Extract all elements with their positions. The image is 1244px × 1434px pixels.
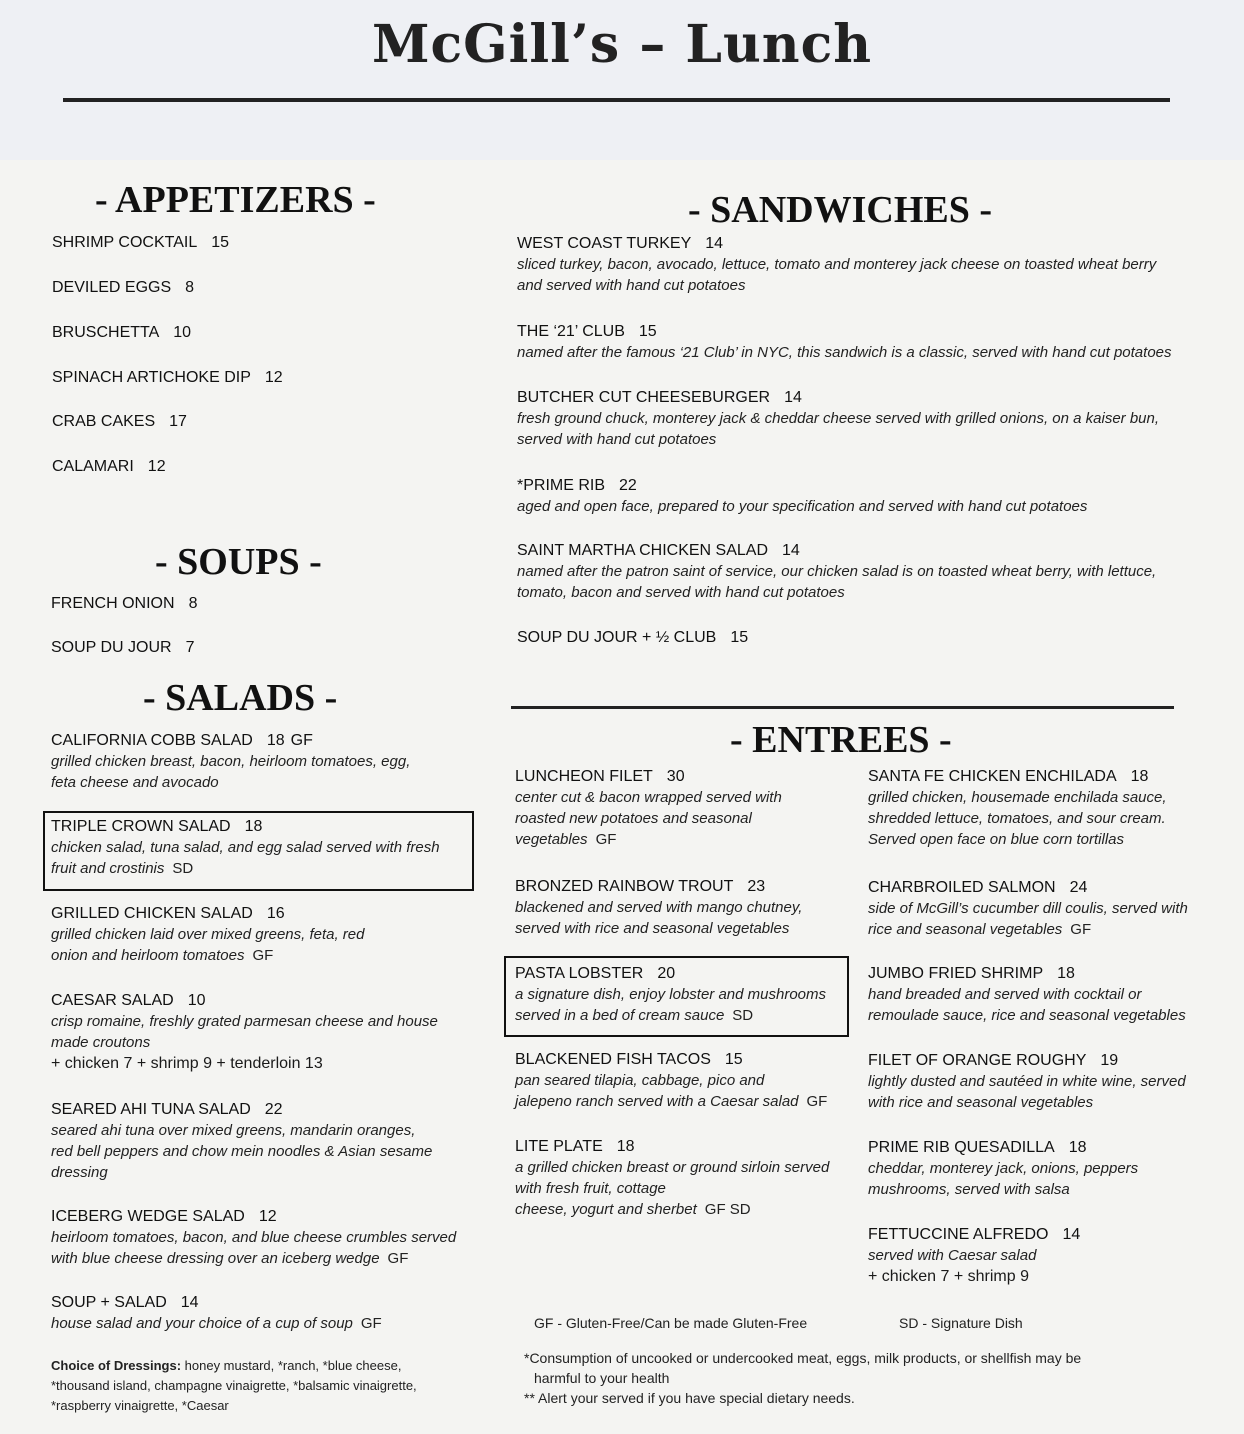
item-name: SHRIMP COCKTAIL [52,234,198,251]
item-name: FILET OF ORANGE ROUGHY [868,1052,1087,1069]
description-line: feta cheese and avocado [51,774,219,791]
item-description [517,561,1217,603]
description-line: cheddar, monterey jack, onions, peppers [868,1160,1139,1177]
item-price: 14 [180,1294,199,1311]
item-name-line [51,1100,481,1120]
description-line: with rice and seasonal vegetables [868,1094,1094,1111]
item-description [515,984,855,1026]
item-name: SOUP DU JOUR + ½ CLUB [517,629,717,646]
menu-item [51,1207,481,1269]
item-price: 14 [784,389,802,406]
description-line: served with hand cut potatoes [517,431,717,448]
item-price: 14 [705,235,724,252]
item-name-line [517,476,1217,496]
menu-item [51,731,481,793]
item-description [517,254,1217,296]
item-addons: + chicken 7 + shrimp 9 + tenderloin 13 [51,1055,323,1072]
description-line: served with Caesar salad [868,1247,1037,1264]
item-name-line [51,731,481,751]
item-name: LITE PLATE [515,1138,603,1155]
item-name: BLACKENED FISH TACOS [515,1051,711,1068]
dietary-tag: GF [1070,921,1092,938]
item-addons: + chicken 7 + shrimp 9 [868,1268,1029,1285]
item-name-line [517,541,1217,561]
description-line: cheese, yogurt and sherbet [515,1201,697,1218]
item-name-line [52,457,166,477]
description-line: named after the famous ‘21 Club’ in NYC, this sandwich is a classic, served with hand cut potatoes [517,344,1172,361]
description-line: center cut & bacon wrapped served with [515,789,782,806]
description-line: vegetables [515,831,588,848]
description-line: with fresh fruit, cottage [515,1180,666,1197]
dressings-line: *raspberry vinaigrette, *Caesar [51,1398,229,1413]
page-title: McGill’s – Lunch [371,14,873,75]
description-line: lightly dusted and sautéed in white wine, served [868,1073,1186,1090]
item-price: 12 [147,458,166,475]
item-name-line [52,323,191,343]
item-description [868,1071,1218,1113]
item-name: THE ‘21’ CLUB [517,323,625,340]
menu-item [868,1225,1218,1288]
menu-item [515,877,855,939]
menu-item [868,767,1218,850]
item-name-line [515,1137,855,1157]
item-price: 12 [264,369,283,386]
dietary-tag: GF [360,1315,382,1332]
item-price: 18 [244,818,263,835]
item-price: 18 [266,732,285,749]
item-name: SOUP + SALAD [51,1294,167,1311]
item-name-line [51,991,481,1011]
entrees-rule [511,706,1174,709]
item-name: SEARED AHI TUNA SALAD [51,1101,251,1118]
title-rule [63,98,1170,102]
menu-item [868,964,1218,1026]
item-price: 8 [188,595,198,612]
section-heading-salads: - SALADS - [143,677,338,719]
item-price: 12 [258,1208,277,1225]
description-line: a signature dish, enjoy lobster and mushrooms [515,986,827,1003]
menu-item [517,541,1217,603]
description-line: with blue cheese dressing over an iceberg wedge [51,1250,380,1267]
item-name: WEST COAST TURKEY [517,235,692,252]
item-price: 15 [211,234,230,251]
item-price: 16 [266,905,285,922]
menu-item [868,1138,1218,1200]
dietary-tag: SD [732,1007,754,1024]
item-description [868,1245,1218,1266]
item-name-line [51,1207,481,1227]
item-name: BUTCHER CUT CHEESEBURGER [517,389,771,406]
menu-item [515,1137,855,1220]
dressings-line: *thousand island, champagne vinaigrette, *balsamic vinaigrette, [51,1378,417,1393]
menu-item [517,388,1217,450]
item-description [868,984,1218,1026]
description-line: fruit and crostinis [51,860,165,877]
description-line: chicken salad, tuna salad, and egg salad served with fresh [51,839,440,856]
item-description [515,1157,855,1220]
dietary-tag: GF SD [704,1201,751,1218]
item-price: 24 [1069,879,1088,896]
description-line: served with rice and seasonal vegetables [515,920,790,937]
description-line: fresh ground chuck, monterey jack & cheddar cheese served with grilled onions, on a kaiser bun, [517,410,1160,427]
item-price: 22 [619,477,637,494]
note-line: harmful to your health [534,1370,670,1386]
item-name-line [868,964,1218,984]
item-description [517,342,1217,363]
description-line: served in a bed of cream sauce [515,1007,725,1024]
item-price: 18 [1130,768,1149,785]
dietary-tag: GF [290,732,313,749]
menu-item [51,594,197,614]
item-price: 18 [1057,965,1075,982]
description-line: side of McGill’s cucumber dill coulis, served with [868,900,1188,917]
item-price: 7 [185,639,195,656]
description-line: grilled chicken, housemade enchilada sauce, [868,789,1167,806]
item-name: CRAB CAKES [52,413,156,430]
item-description [515,787,855,850]
item-name: CHARBROILED SALMON [868,879,1056,896]
item-description [868,898,1218,940]
note-line: ** Alert your served if you have special dietary needs. [524,1390,855,1406]
dietary-tag: GF [252,947,274,964]
item-price: 14 [782,542,800,559]
item-name: *PRIME RIB [517,477,606,494]
item-name: PASTA LOBSTER [515,965,644,982]
item-name-line [52,412,187,432]
item-description [868,787,1218,850]
item-name-line [868,1051,1218,1071]
description-line: a grilled chicken breast or ground sirloin served [515,1159,830,1176]
item-description [51,837,481,879]
item-price: 18 [616,1138,635,1155]
item-name: SOUP DU JOUR [51,639,172,656]
dressings-line: honey mustard, *ranch, *blue cheese, [181,1358,402,1373]
item-price: 8 [185,279,195,296]
item-name: CALAMARI [52,458,134,475]
item-name-line [51,817,481,837]
description-line: crisp romaine, freshly grated parmesan cheese and house [51,1013,438,1030]
description-line: onion and heirloom tomatoes [51,947,245,964]
item-price: 22 [264,1101,283,1118]
dressings-label: Choice of Dressings: [51,1358,182,1373]
item-description [51,924,481,966]
item-price: 23 [747,878,766,895]
note-line: *Consumption of uncooked or undercooked meat, eggs, milk products, or shellfish may be [524,1350,1082,1366]
item-price: 30 [666,768,685,785]
item-description [868,1158,1218,1200]
description-line: remoulade sauce, rice and seasonal vegetables [868,1007,1186,1024]
menu-item [51,638,195,658]
item-description [51,1011,481,1053]
item-name-line [868,1225,1218,1245]
menu-item [868,1051,1218,1113]
item-description [515,897,855,939]
item-price: 10 [173,324,192,341]
item-name-line [515,767,855,787]
item-name-line [517,628,1217,648]
item-name: CAESAR SALAD [51,992,174,1009]
legend-sd: SD - Signature Dish [899,1315,1023,1331]
item-description [517,496,1217,517]
item-description [51,1120,481,1183]
description-line: sliced turkey, bacon, avocado, lettuce, tomato and monterey jack cheese on toasted wheat berry [517,256,1157,273]
description-line: roasted new potatoes and seasonal [515,810,752,827]
menu-item [515,1050,855,1112]
menu-item [515,767,855,850]
menu-item [51,817,481,879]
item-name-line [517,322,1217,342]
description-line: Served open face on blue corn tortillas [868,831,1124,848]
section-heading-soups: - SOUPS - [155,541,322,583]
section-heading-appetizers: - APPETIZERS - [95,179,376,221]
menu-item [51,991,481,1075]
description-line: grilled chicken breast, bacon, heirloom tomatoes, egg, [51,753,411,770]
description-line: rice and seasonal vegetables [868,921,1063,938]
dietary-tag: GF [595,831,617,848]
dietary-tag: SD [172,860,194,877]
item-description [51,1313,481,1334]
item-name: TRIPLE CROWN SALAD [51,818,231,835]
description-line: mushrooms, served with salsa [868,1181,1070,1198]
item-name: PRIME RIB QUESADILLA [868,1139,1055,1156]
item-name-line [51,594,197,614]
legend-gf: GF - Gluten-Free/Can be made Gluten-Free [534,1315,808,1331]
item-name-line [868,1138,1218,1158]
item-description [51,1227,481,1269]
description-line: pan seared tilapia, cabbage, pico and [515,1072,765,1089]
item-name-line [515,877,855,897]
item-price: 20 [657,965,676,982]
description-line: blackened and served with mango chutney, [515,899,803,916]
menu-item [52,233,229,253]
item-price: 18 [1068,1139,1087,1156]
dressings-note [51,1356,471,1416]
item-name-line [868,878,1218,898]
dietary-tag: GF [387,1250,409,1267]
item-description [515,1070,855,1112]
item-name: SPINACH ARTICHOKE DIP [52,369,251,386]
item-name: GRILLED CHICKEN SALAD [51,905,253,922]
menu-item [517,476,1217,517]
item-name-line [515,1050,855,1070]
item-name-line [51,904,481,924]
menu-item [515,964,855,1026]
item-description [517,408,1217,450]
description-line: house salad and your choice of a cup of soup [51,1315,353,1332]
item-name: CALIFORNIA COBB SALAD [51,732,253,749]
description-line: aged and open face, prepared to your specification and served with hand cut potatoes [517,498,1088,515]
item-name: SAINT MARTHA CHICKEN SALAD [517,542,769,559]
item-price: 17 [169,413,187,430]
description-line: hand breaded and served with cocktail or [868,986,1142,1003]
menu-item [517,628,1217,648]
description-line: jalepeno ranch served with a Caesar salad [515,1093,799,1110]
item-name-line [52,278,194,298]
item-price: 14 [1062,1226,1081,1243]
item-name: BRUSCHETTA [52,324,160,341]
item-name-line [52,368,283,388]
menu-item [517,322,1217,363]
item-name-line [515,964,855,984]
item-name: DEVILED EGGS [52,279,172,296]
item-name-line [52,233,229,253]
item-name-line [51,638,195,658]
item-name: SANTA FE CHICKEN ENCHILADA [868,768,1117,785]
consumption-notes [524,1348,1164,1408]
item-price: 19 [1100,1052,1119,1069]
dietary-tag: GF [806,1093,828,1110]
section-heading-entrees: - ENTREES - [730,719,952,761]
item-name-line [517,234,1217,254]
menu-item [52,457,166,477]
menu-item [868,878,1218,940]
description-line: made croutons [51,1034,151,1051]
item-price: 10 [187,992,206,1009]
item-price: 15 [730,629,749,646]
item-name: JUMBO FRIED SHRIMP [868,965,1044,982]
item-name: BRONZED RAINBOW TROUT [515,878,734,895]
description-line: seared ahi tuna over mixed greens, mandarin oranges, [51,1122,416,1139]
section-heading-sandwiches: - SANDWICHES - [688,189,993,231]
menu-item [52,278,194,298]
item-price: 15 [638,323,657,340]
menu-item [52,368,283,388]
menu-item [51,1293,481,1334]
description-line: dressing [51,1164,108,1181]
item-name-line [51,1293,481,1313]
item-name-line [868,767,1218,787]
description-line: red bell peppers and chow mein noodles & Asian sesame [51,1143,433,1160]
item-name: FRENCH ONION [51,595,175,612]
description-line: and served with hand cut potatoes [517,277,746,294]
description-line: named after the patron saint of service, our chicken salad is on toasted wheat berry, with lettuce, [517,563,1157,580]
item-name: FETTUCCINE ALFREDO [868,1226,1049,1243]
item-name: ICEBERG WEDGE SALAD [51,1208,245,1225]
menu-item [517,234,1217,296]
item-price: 15 [724,1051,743,1068]
menu-item [52,323,191,343]
menu-item [51,1100,481,1183]
description-line: grilled chicken laid over mixed greens, feta, red [51,926,365,943]
item-name-line [517,388,1217,408]
item-description [51,751,481,793]
description-line: tomato, bacon and served with hand cut potatoes [517,584,845,601]
menu-item [51,904,481,966]
description-line: heirloom tomatoes, bacon, and blue cheese crumbles served [51,1229,457,1246]
item-name: LUNCHEON FILET [515,768,653,785]
menu-item [52,412,187,432]
description-line: shredded lettuce, tomatoes, and sour cream. [868,810,1166,827]
